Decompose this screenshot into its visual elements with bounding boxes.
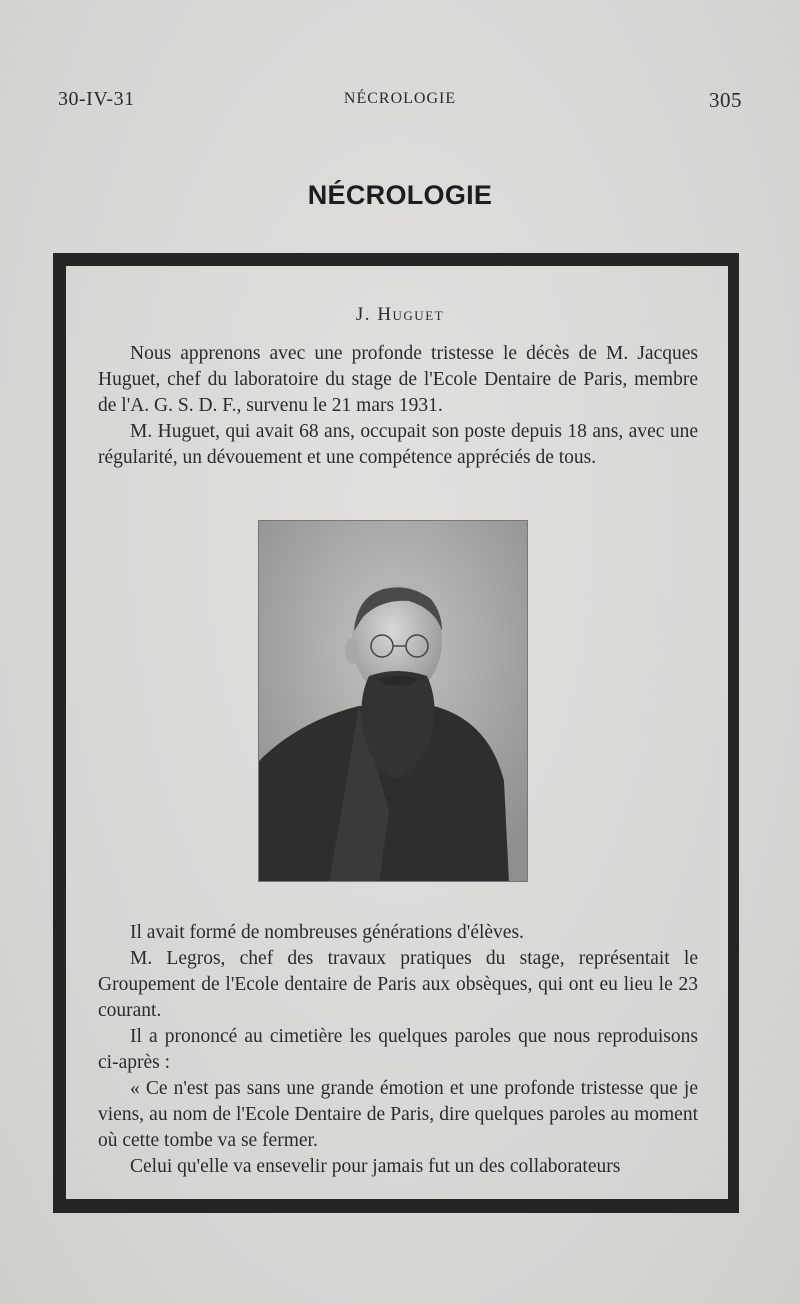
author-initial: J.: [355, 304, 372, 325]
paragraph: Il avait formé de nombreuses générations d'élèves.: [130, 922, 524, 943]
portrait-illustration: [259, 521, 528, 882]
paragraph: Celui qu'elle va ensevelir pour jamais fut un des collaborateurs: [130, 1156, 621, 1177]
running-head: [58, 88, 742, 116]
page-number: 305: [709, 88, 742, 112]
section-title: NÉCROLOGIE: [307, 180, 493, 210]
header-running-title: NÉCROLOGIE: [343, 90, 457, 107]
paragraph: « Ce n'est pas sans une grande émotion et une profonde tristesse que je viens, au nom de l'Ecole Dentaire de Paris, dire quelques paroles au moment où cette tombe va se fermer.: [98, 1078, 698, 1151]
obituary-text-top: [98, 341, 698, 471]
header-date: 30-IV-31: [58, 88, 135, 110]
author-surname: Huguet: [377, 304, 445, 325]
paragraph: Nous apprenons avec une profonde tristesse le décès de M. Jacques Huguet, chef du laboratoire du stage de l'Ecole Dentaire de Paris, membre de l'A. G. S. D. F., survenu le 21 mars 1931.: [98, 343, 698, 416]
paragraph: M. Huguet, qui avait 68 ans, occupait son poste depuis 18 ans, avec une régularité, un dévouement et une compétence appréciés de tous.: [98, 421, 698, 468]
paragraph: Il a prononcé au cimetière les quelques paroles que nous reproduisons ci-après :: [98, 1026, 698, 1073]
portrait-photo: [258, 520, 528, 882]
paragraph: M. Legros, chef des travaux pratiques du stage, représentait le Groupement de l'Ecole dentaire de Paris aux obsèques, qui ont eu lieu le 23 courant.: [98, 948, 698, 1021]
obituary-text-bottom: [98, 920, 698, 1180]
obituary-author-heading: [0, 304, 800, 326]
